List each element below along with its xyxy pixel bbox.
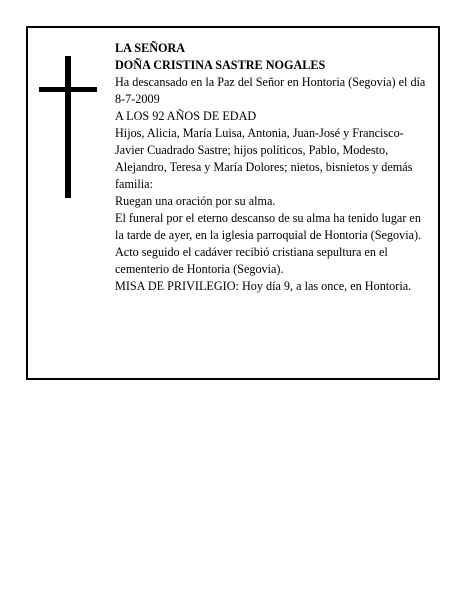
family-line: Hijos, Alicia, María Luisa, Antonia, Juan-José y Francisco-Javier Cuadrado Sastre; hijos políticos, Pablo, Modesto, Alejandro, Teresa y María Dolores; nietos, bisnietos y demás familia: [115,126,413,191]
age-line: A LOS 92 AÑOS DE EDAD [115,109,257,123]
deceased-name: DOÑA CRISTINA SASTRE NOGALES [115,58,326,72]
rest-line: Ha descansado en la Paz del Señor en Hontoria (Segovia) el día 8-7-2009 [115,75,426,106]
mass-line: MISA DE PRIVILEGIO: Hoy día 9, a las once, en Hontoria. [115,279,412,293]
obituary-text [115,40,431,295]
cross-icon [39,56,97,198]
funeral-paragraph: El funeral por el eterno descanso de su alma ha tenido lugar en la tarde de ayer, en la iglesia parroquial de Hontoria (Segovia). Acto seguido el cadáver recibió cristiana sepultura en el cementerio de Hontoria (Segovia). [115,211,422,276]
prayer-line: Ruegan una oración por su alma. [115,194,276,208]
cross-vertical-bar [65,56,71,198]
obituary-title: LA SEÑORA [115,41,186,55]
cross-horizontal-bar [39,87,97,92]
obituary-frame [26,26,440,380]
